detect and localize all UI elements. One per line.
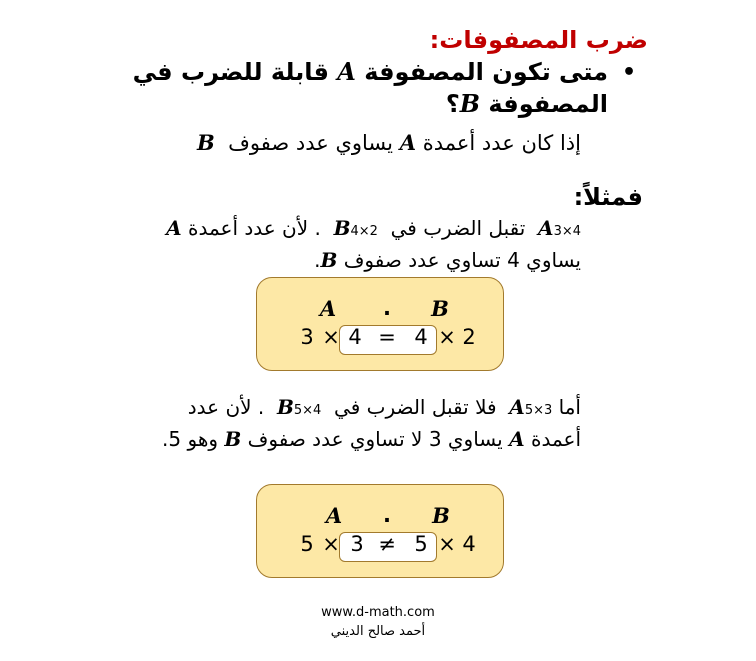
- page-title: ضرب المصفوفات:: [429, 26, 648, 54]
- matrix-b-symbol: B: [320, 248, 338, 272]
- example2-line2b: يساوي 3 لا تساوي عدد صفوف: [247, 427, 503, 451]
- equality-symbol: =: [378, 325, 396, 349]
- matrix-a-symbol: A: [166, 216, 182, 240]
- question-text: [132, 56, 608, 120]
- matrix-a-symbol: A: [509, 395, 525, 419]
- box-label-a: A: [325, 503, 343, 528]
- matrix-a-symbol: A: [399, 130, 416, 155]
- box-dims-row: [257, 325, 503, 353]
- question-part2: قابلة للضرب في: [132, 58, 329, 86]
- matrix-a-symbol: A: [538, 216, 554, 240]
- footer-url[interactable]: www.d-math.com: [321, 605, 435, 620]
- times-symbol: ×: [438, 325, 456, 349]
- example2-line2c: وهو 5.: [162, 427, 219, 451]
- box-dims-row: [257, 532, 503, 560]
- example1-line2: يساوي 4 تساوي عدد صفوف: [343, 248, 581, 272]
- example1-text2: . لأن عدد أعمدة: [187, 216, 321, 240]
- dim-b-rows: 5: [414, 532, 428, 556]
- answer-part2: يساوي عدد صفوف: [228, 131, 394, 155]
- matrix-b-symbol: B: [224, 427, 242, 451]
- matrix-b-symbol: B: [197, 130, 215, 155]
- box-labels-row: [257, 503, 503, 531]
- box-label-b: B: [432, 503, 450, 528]
- dim-b-cols: 4: [462, 532, 476, 556]
- question-part1: متى تكون المصفوفة: [364, 58, 608, 86]
- box-dot: .: [383, 503, 391, 527]
- inequality-symbol: ≠: [378, 532, 396, 556]
- answer-text: [197, 130, 581, 155]
- example1-paragraph: [121, 214, 581, 274]
- matrix-b-dimensions: 5×4: [293, 403, 322, 418]
- example2-paragraph: [101, 393, 581, 453]
- matrix-a-dimensions: 3×4: [553, 224, 581, 239]
- dim-b-cols: 2: [462, 325, 476, 349]
- dim-a-rows: 3: [300, 325, 314, 349]
- dim-b-rows: 4: [414, 325, 428, 349]
- times-symbol: ×: [438, 532, 456, 556]
- matrix-a-symbol: A: [509, 427, 525, 451]
- box-label-b: B: [431, 296, 449, 321]
- example-heading: فمثلاً:: [573, 183, 643, 211]
- dim-a-cols: 4: [348, 325, 362, 349]
- dim-a-rows: 5: [300, 532, 314, 556]
- matrix-b-symbol: B: [333, 216, 351, 240]
- bullet-marker: •: [621, 60, 636, 85]
- dim-a-cols: 3: [350, 532, 364, 556]
- footer-author: أحمد صالح الديني: [330, 624, 426, 639]
- times-symbol: ×: [322, 325, 340, 349]
- example1-period: .: [314, 248, 321, 272]
- matrix-b-symbol: B: [459, 89, 481, 118]
- example1-text1: تقبل الضرب في: [390, 216, 526, 240]
- example2-text1: فلا تقبل الضرب في: [334, 395, 497, 419]
- example2-box: [256, 484, 504, 578]
- example2-line2a: أعمدة: [530, 427, 581, 451]
- question-mark: ؟: [445, 90, 460, 118]
- matrix-a-dimensions: 5×3: [524, 403, 553, 418]
- matrix-a-symbol: A: [337, 57, 356, 86]
- example2-text2: . لأن عدد: [187, 395, 265, 419]
- box-dot: .: [383, 296, 391, 320]
- question-part3: المصفوفة: [488, 90, 608, 118]
- box-label-a: A: [319, 296, 337, 321]
- matrix-b-symbol: B: [276, 395, 294, 419]
- answer-part1: إذا كان عدد أعمدة: [422, 131, 581, 155]
- example1-box: [256, 277, 504, 371]
- times-symbol: ×: [322, 532, 340, 556]
- box-labels-row: [257, 296, 503, 324]
- matrix-b-dimensions: 4×2: [350, 224, 378, 239]
- example2-text0: أما: [558, 395, 581, 419]
